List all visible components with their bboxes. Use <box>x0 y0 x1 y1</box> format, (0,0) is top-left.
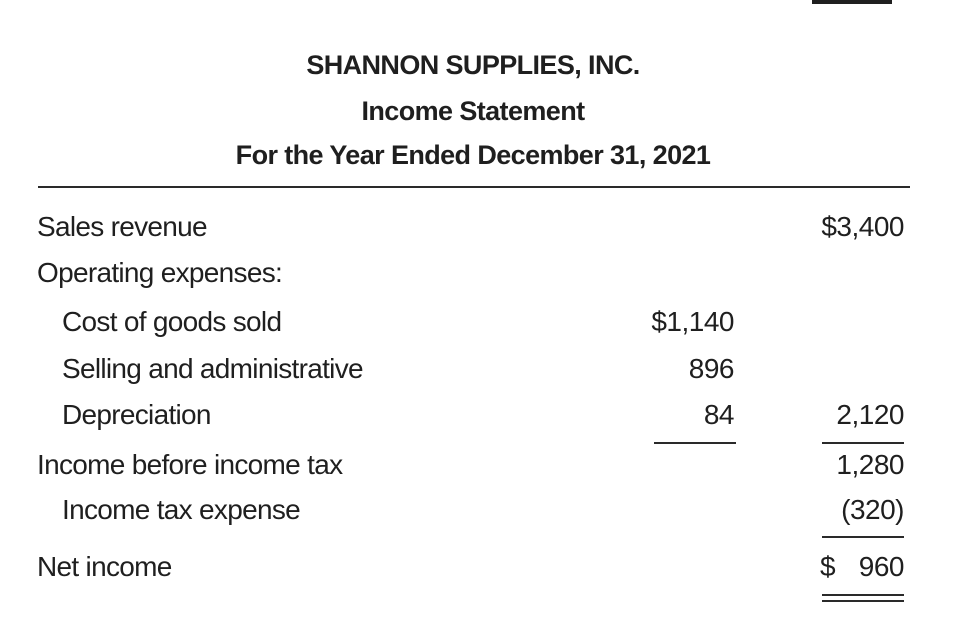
net-income-total: 960 <box>858 551 904 582</box>
operating-expenses-total: 2,120 <box>836 399 904 430</box>
top-edge-bar <box>812 0 892 4</box>
tax-underline <box>822 536 904 538</box>
company-name: SHANNON SUPPLIES, INC. <box>306 50 640 80</box>
sales-revenue-total: $3,400 <box>821 211 904 242</box>
cogs-label: Cost of goods sold <box>62 306 282 337</box>
header-divider <box>38 186 910 188</box>
subtotal-underline <box>654 442 736 444</box>
sales-revenue-label: Sales revenue <box>37 211 207 242</box>
income-tax-label: Income tax expense <box>62 494 300 525</box>
statement-period: For the Year Ended December 31, 2021 <box>235 140 711 170</box>
net-income-label: Net income <box>37 551 172 582</box>
net-income-currency: $ <box>820 551 836 582</box>
cogs-amount: $1,140 <box>651 306 734 337</box>
statement-title: Income Statement <box>361 96 585 126</box>
selling-admin-amount: 896 <box>688 353 734 384</box>
double-underline-top <box>822 594 904 596</box>
income-before-tax-total: 1,280 <box>836 449 904 480</box>
depreciation-amount: 84 <box>703 399 734 430</box>
operating-expenses-label: Operating expenses: <box>37 257 283 288</box>
income-tax-total: (320) <box>841 494 904 525</box>
income-before-tax-label: Income before income tax <box>37 449 343 480</box>
total-underline <box>822 442 904 444</box>
depreciation-label: Depreciation <box>62 399 211 430</box>
double-underline-bottom <box>822 600 904 602</box>
selling-admin-label: Selling and administrative <box>62 353 363 384</box>
